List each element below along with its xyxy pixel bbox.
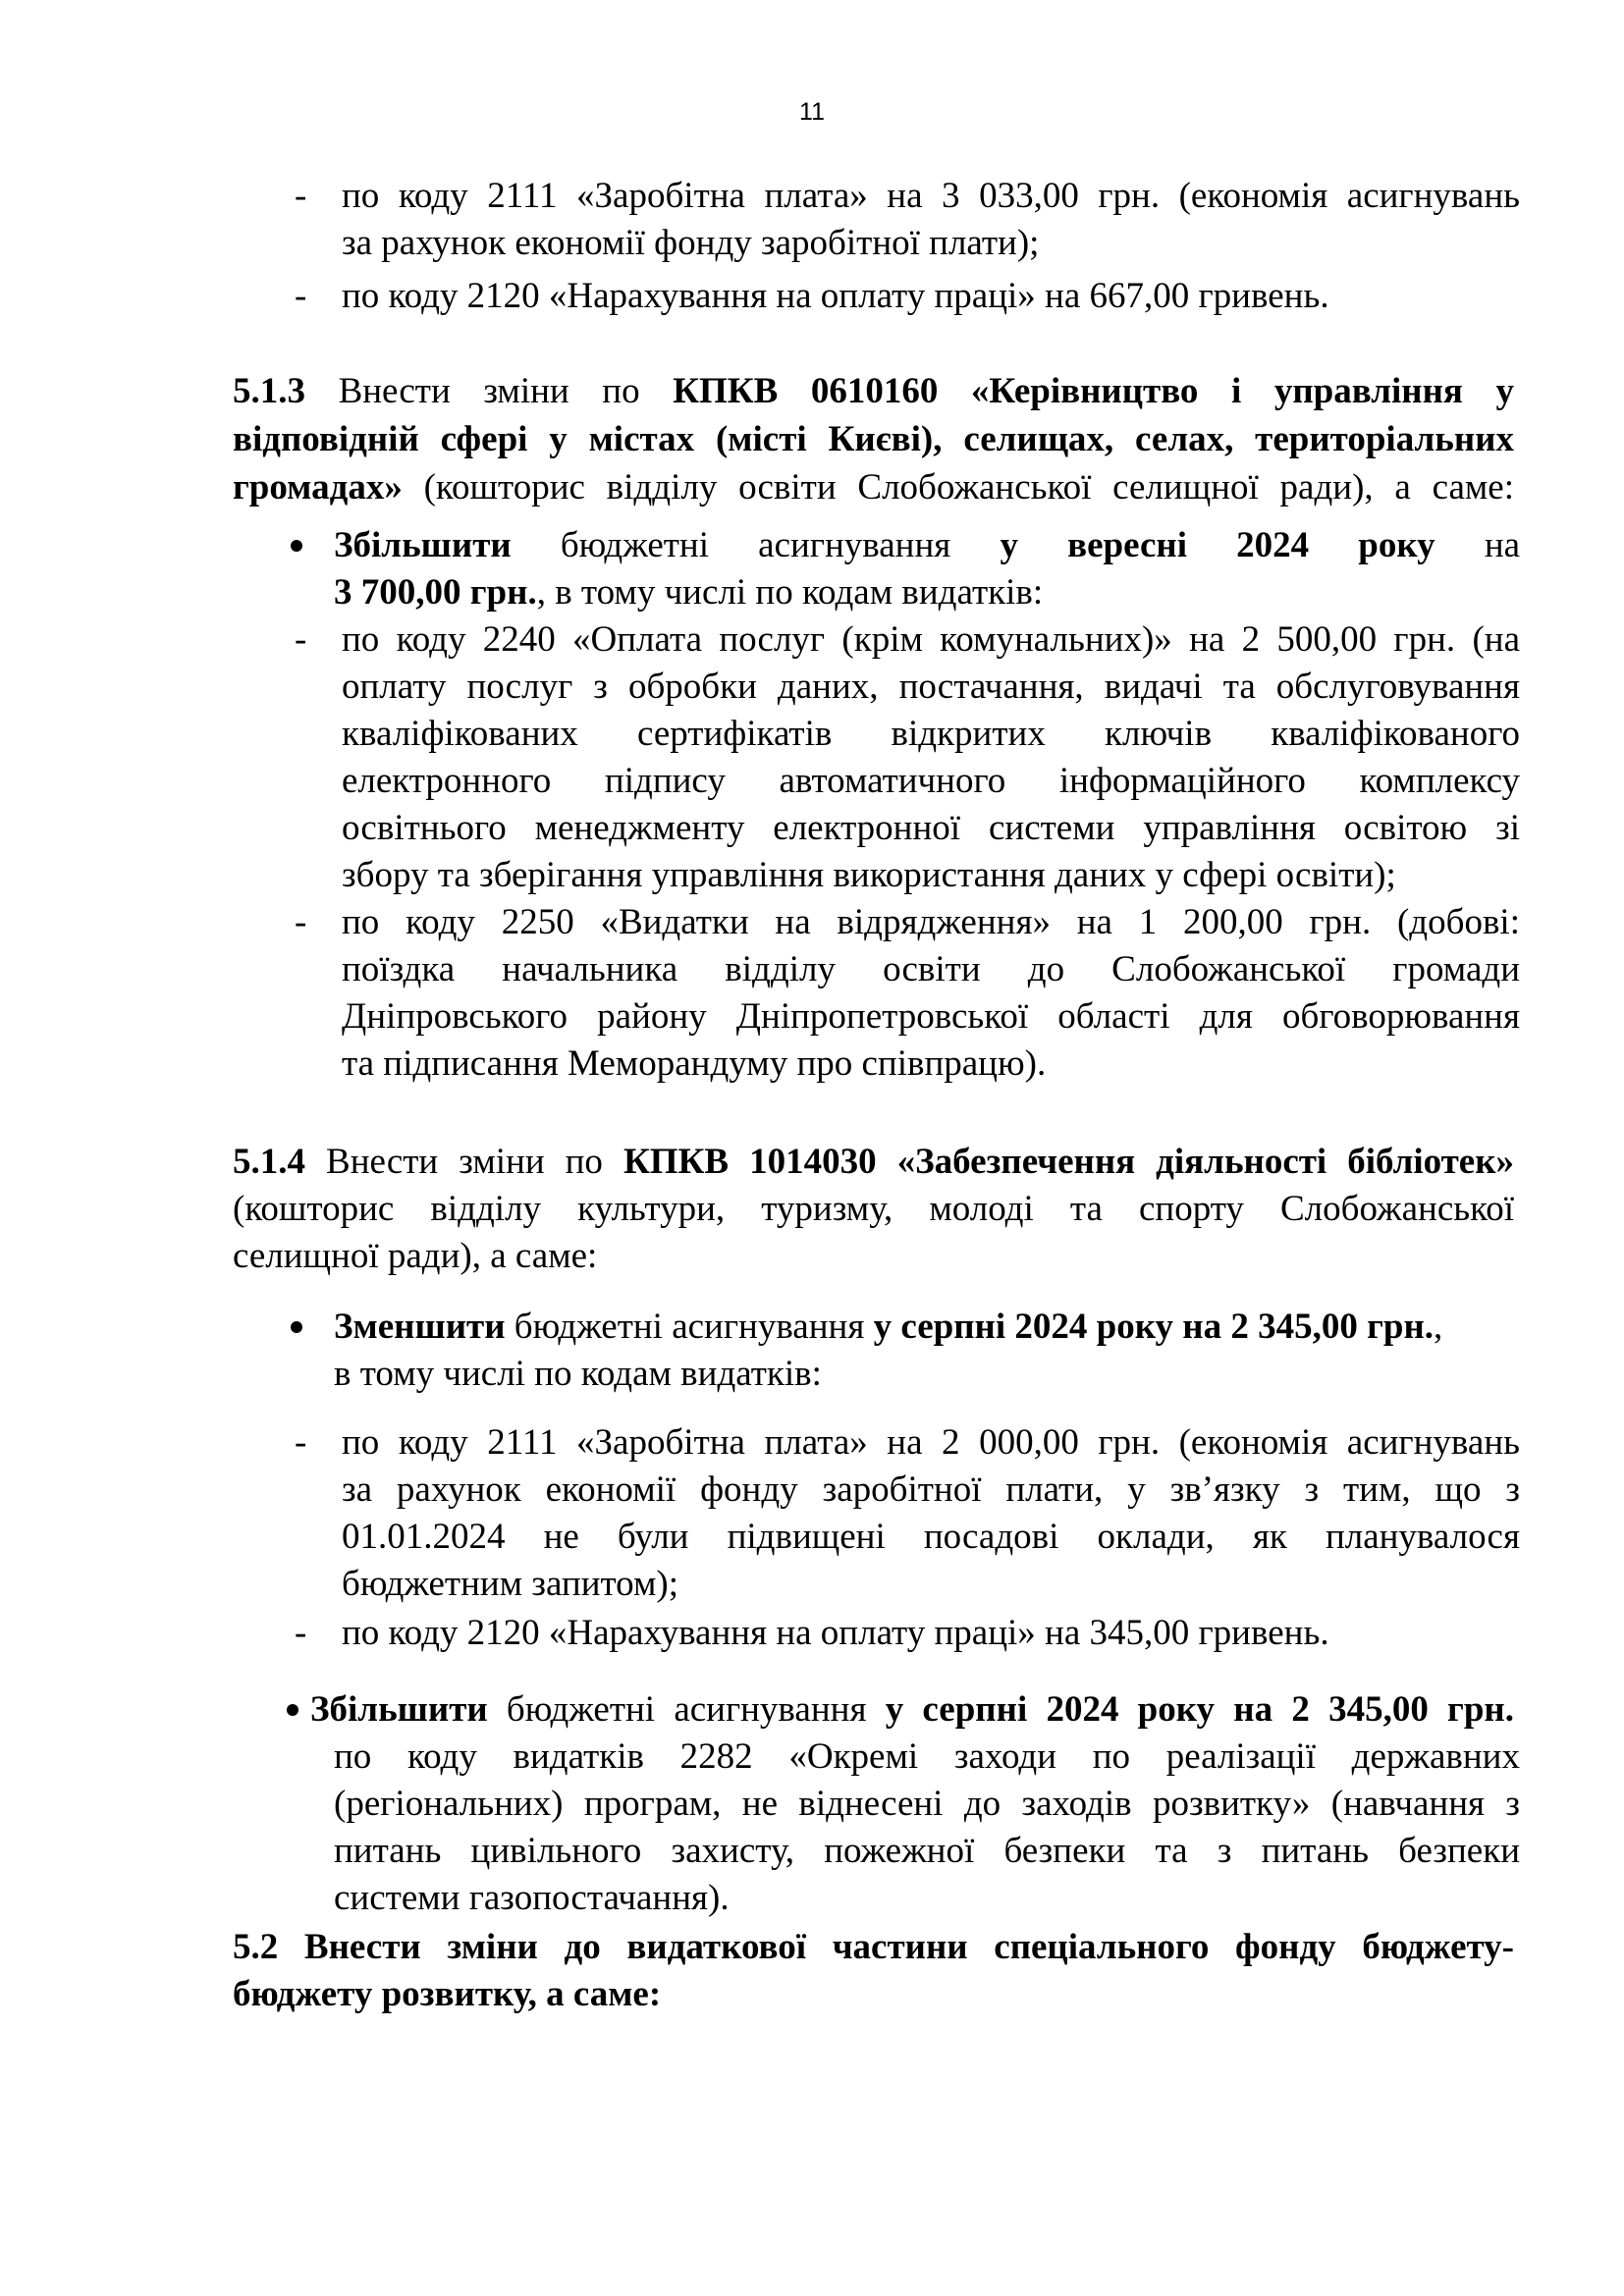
increase-514-verb: Збільшити: [310, 1689, 488, 1730]
section-52-heading-line-2: [233, 1971, 1514, 2018]
item-2120: по коду 2120 «Нарахування на оплату праці» на 667,00 гривень.: [342, 276, 1329, 316]
increase-period: у вересні 2024 року: [1000, 525, 1435, 565]
item-2240-line-2: оплату послуг з обробки даних, постачання, видачі та обслуговування: [342, 667, 1520, 707]
section-513-intro: Внести зміни по: [338, 371, 640, 411]
section-514-heading-line-2: (кошторис відділу культури, туризму, молоді та спорту Слобожанської: [233, 1189, 1514, 1229]
item-2250-line-2: поїздка начальника відділу освіти до Слобожанської громади: [342, 949, 1520, 989]
section-513-kpkv-line-3: громадах»: [233, 467, 403, 507]
list-dash: -: [295, 902, 307, 942]
section-514-decrease-line-1: [334, 1304, 1520, 1351]
section-514-intro: Внести зміни по: [326, 1142, 603, 1182]
section-52-line-2-text: бюджету розвитку, а саме:: [233, 1974, 662, 2014]
section-514-increase-line-3: (регіональних) програм, не віднесені до заходів розвитку» (навчання з: [334, 1784, 1520, 1824]
list-dash: -: [295, 619, 307, 660]
bullet-icon: [291, 540, 302, 552]
section-513-heading-line-1: [233, 368, 1514, 415]
increase-tail: , в тому числі по кодам видатків:: [536, 572, 1044, 613]
item-514-2111-line-3: 01.01.2024 не були підвищені посадові оклади, як планувалося: [342, 1517, 1520, 1557]
section-514-decrease-line-2: в тому числі по кодам видатків:: [334, 1354, 822, 1394]
item-514-2111-line-4: бюджетним запитом);: [342, 1564, 678, 1604]
decrease-verb: Зменшити: [334, 1307, 506, 1347]
list-dash: -: [295, 1613, 307, 1653]
decrease-comma: ,: [1434, 1307, 1443, 1347]
increase-text: бюджетні асигнування: [560, 525, 951, 565]
section-513-kpkv: КПКВ 0610160 «Керівництво і управління у: [673, 371, 1514, 411]
list-dash: -: [295, 176, 307, 216]
item-2250-line-3: Дніпровського району Дніпропетровської області для обговорювання: [342, 996, 1520, 1037]
item-514-2111-line-2: за рахунок економії фонду заробітної плати, у зв’язку з тим, що з: [342, 1469, 1520, 1510]
item-2240-line-3: кваліфікованих сертифікатів відкритих ключів кваліфікованого: [342, 714, 1520, 754]
list-dash: -: [295, 276, 307, 316]
item-514-2111-line-1: по коду 2111 «Заробітна плата» на 2 000,00 грн. (економія асигнувань: [342, 1422, 1520, 1463]
item-2240-line-1: по коду 2240 «Оплата послуг (крім комунальних)» на 2 500,00 грн. (на: [342, 619, 1520, 660]
section-513-number: 5.1.3: [233, 371, 305, 411]
section-52-line-1-text: 5.2 Внести зміни до видаткової частини спеціального фонду бюджету-: [233, 1927, 1514, 1967]
item-514-2120: по коду 2120 «Нарахування на оплату праці» на 345,00 гривень.: [342, 1613, 1329, 1653]
increase-on: на: [1484, 525, 1521, 565]
item-2240-line-6: збору та зберігання управління використання даних у сфері освіти);: [342, 855, 1396, 895]
bullet-icon: [287, 1704, 298, 1716]
increase-amount: 3 700,00 грн.: [334, 572, 537, 613]
section-514-increase-line-1: [310, 1686, 1514, 1734]
item-2240-line-4: електронного підпису автоматичного інформаційного комплексу: [342, 761, 1520, 801]
section-514-increase-line-2: по коду видатків 2282 «Окремі заходи по реалізації державних: [334, 1736, 1520, 1777]
section-513-kpkv-line-2: відповідній сфері у містах (місті Києві), селищах, селах, територіальних: [233, 419, 1514, 459]
item-2111-line-2: за рахунок економії фонду заробітної плати);: [342, 223, 1040, 263]
section-513-increase-line-2: [334, 569, 1520, 616]
item-2111-line-1: по коду 2111 «Заробітна плата» на 3 033,00 грн. (економія асигнувань: [342, 176, 1520, 216]
page-number: 11: [799, 98, 825, 126]
section-513-tail: (кошторис відділу освіти Слобожанської селищної ради), а саме:: [423, 467, 1515, 507]
section-513-heading-line-3: [233, 464, 1514, 511]
section-514-heading-line-1: [233, 1139, 1514, 1186]
decrease-period-amount: у серпні 2024 року на 2 345,00 грн.: [873, 1307, 1435, 1347]
increase-verb: Збільшити: [334, 525, 512, 565]
decrease-text: бюджетні асигнування: [514, 1307, 865, 1347]
section-52-heading-line-1: [233, 1924, 1514, 1971]
item-2240-line-5: освітнього менеджменту електронної системи управління освітою зі: [342, 808, 1520, 848]
section-514-increase-line-4: питань цивільного захисту, пожежної безпеки та з питань безпеки: [334, 1831, 1520, 1871]
section-513-heading-line-2: [233, 416, 1514, 463]
section-513-increase-line-1: [334, 522, 1520, 569]
increase-514-period-amount: у серпні 2024 року на 2 345,00 грн.: [885, 1689, 1515, 1730]
list-dash: -: [295, 1422, 307, 1463]
section-514-number: 5.1.4: [233, 1142, 305, 1182]
section-514-kpkv: КПКВ 1014030 «Забезпечення діяльності бібліотек»: [623, 1142, 1515, 1182]
item-2250-line-1: по коду 2250 «Видатки на відрядження» на 1 200,00 грн. (добові:: [342, 902, 1520, 942]
bullet-icon: [291, 1321, 302, 1333]
item-2250-line-4: та підписання Меморандуму про співпрацю).: [342, 1043, 1047, 1084]
section-514-heading-line-3: селищної ради), а саме:: [233, 1236, 598, 1276]
section-514-increase-line-5: системи газопостачання).: [334, 1878, 730, 1918]
increase-514-text: бюджетні асигнування: [506, 1689, 867, 1730]
